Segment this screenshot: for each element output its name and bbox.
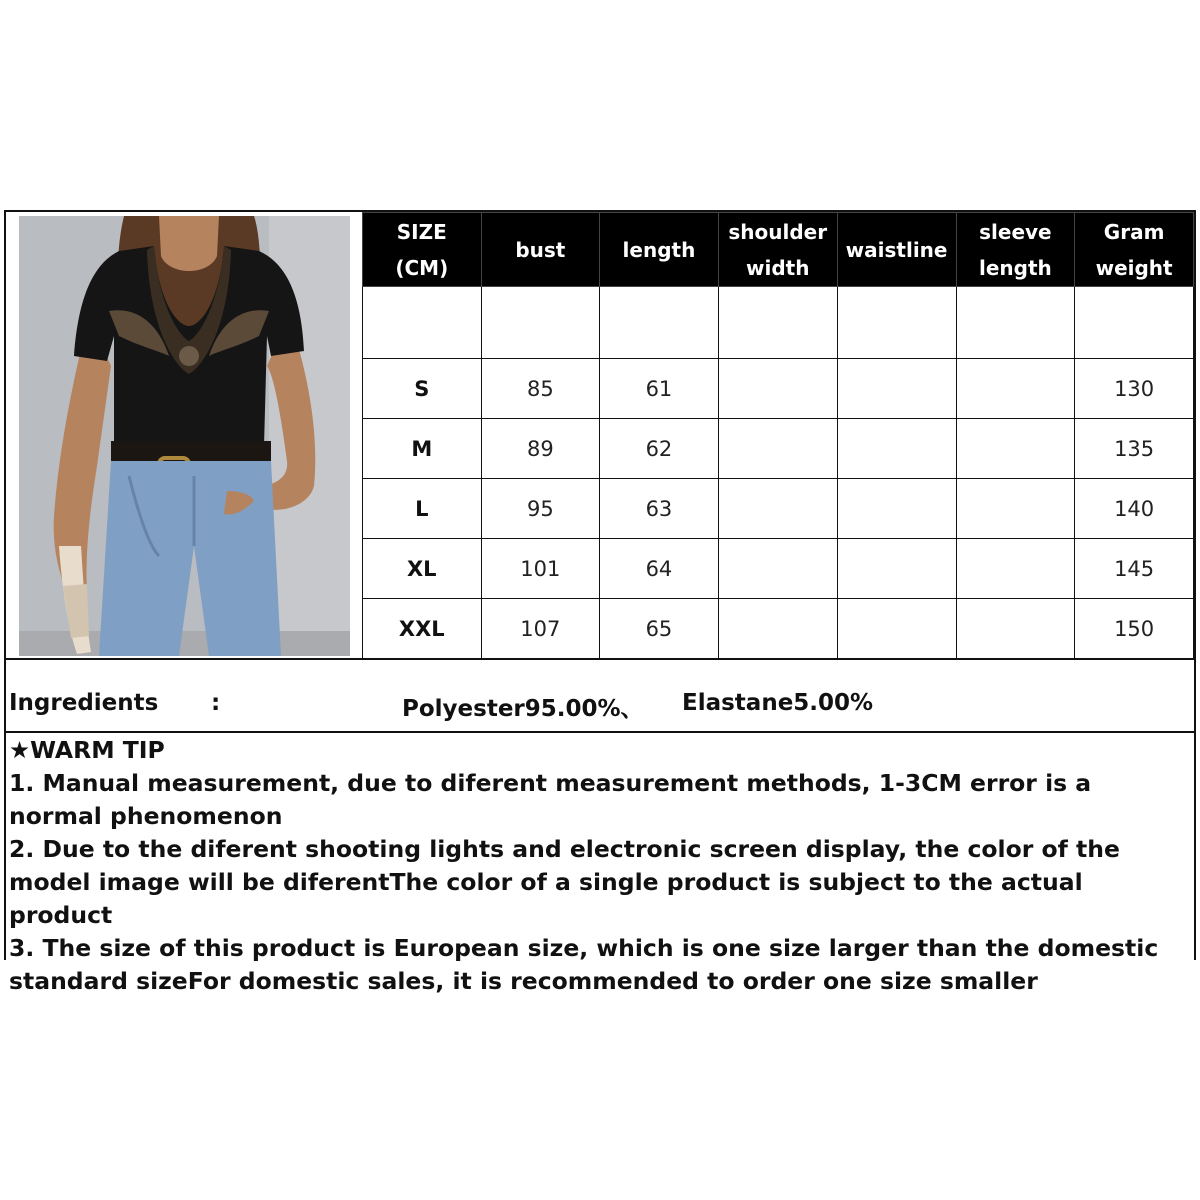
cell-sleeve-length [956, 539, 1075, 599]
cell-shoulder-width [718, 419, 837, 479]
size-table [362, 212, 1194, 659]
table-row [363, 359, 1194, 419]
cell-gram-weight: 135 [1075, 419, 1194, 479]
size-table-header-row [363, 213, 1194, 287]
cell-bust: 101 [481, 539, 600, 599]
cell-gram-weight: 150 [1075, 599, 1194, 659]
cell-shoulder-width [718, 479, 837, 539]
cell-gram-weight: 130 [1075, 359, 1194, 419]
ingredients-colon: : [211, 690, 221, 716]
cell-size: M [363, 419, 482, 479]
cell-size: XXL [363, 599, 482, 659]
table-row [363, 599, 1194, 659]
material-polyester: Polyester95.00%、 [402, 696, 644, 722]
cell-length: 64 [600, 539, 719, 599]
cell-gram-weight: 145 [1075, 539, 1194, 599]
cell-length: 65 [600, 599, 719, 659]
header-sleeve-length: sleeve length [956, 213, 1075, 287]
cell-bust: 107 [481, 599, 600, 659]
cell-sleeve-length [956, 479, 1075, 539]
warm-tip-item: 2. Due to the diferent shooting lights and electronic screen display, the color of the model image will be diferentThe color of a single product is subject to the actual product [9, 835, 1120, 929]
ingredients-label: Ingredients [9, 690, 159, 716]
cell-bust: 95 [481, 479, 600, 539]
cell-waistline [837, 419, 956, 479]
cell-waistline [837, 479, 956, 539]
cell-sleeve-length [956, 359, 1075, 419]
cell-size: XL [363, 539, 482, 599]
model-image [19, 216, 350, 656]
table-row-blank [363, 287, 1194, 359]
cell-sleeve-length [956, 419, 1075, 479]
cell-shoulder-width [718, 539, 837, 599]
cell-size: L [363, 479, 482, 539]
chart-top-block [6, 212, 1194, 660]
table-row [363, 419, 1194, 479]
cell-waistline [837, 539, 956, 599]
ingredients-row [6, 660, 1194, 733]
header-size: SIZE (CM) [363, 213, 482, 287]
cell-bust: 85 [481, 359, 600, 419]
cell-waistline [837, 359, 956, 419]
header-gram-weight: Gram weight [1075, 213, 1194, 287]
cell-shoulder-width [718, 599, 837, 659]
header-bust: bust [481, 213, 600, 287]
cell-sleeve-length [956, 599, 1075, 659]
header-length: length [600, 213, 719, 287]
warm-tip-item: 1. Manual measurement, due to diferent measurement methods, 1-3CM error is a normal phenomenon [9, 769, 1092, 830]
cell-size: S [363, 359, 482, 419]
header-waistline: waistline [837, 213, 956, 287]
warm-tip-title: ★WARM TIP [9, 736, 165, 764]
product-photo [19, 216, 350, 656]
size-chart-sheet [4, 210, 1196, 995]
cell-shoulder-width [718, 359, 837, 419]
table-row [363, 479, 1194, 539]
header-shoulder-width: shoulder width [718, 213, 837, 287]
cell-gram-weight: 140 [1075, 479, 1194, 539]
warm-tip-item: 3. The size of this product is European size, which is one size larger than the domestic standard sizeFor domestic sales, it is recommended to order one size smaller [9, 934, 1159, 995]
table-row [363, 539, 1194, 599]
cell-length: 63 [600, 479, 719, 539]
cell-length: 62 [600, 419, 719, 479]
cell-waistline [837, 599, 956, 659]
material-elastane: Elastane5.00% [682, 690, 874, 716]
cell-length: 61 [600, 359, 719, 419]
cell-bust: 89 [481, 419, 600, 479]
warm-tip-section [9, 734, 1189, 998]
